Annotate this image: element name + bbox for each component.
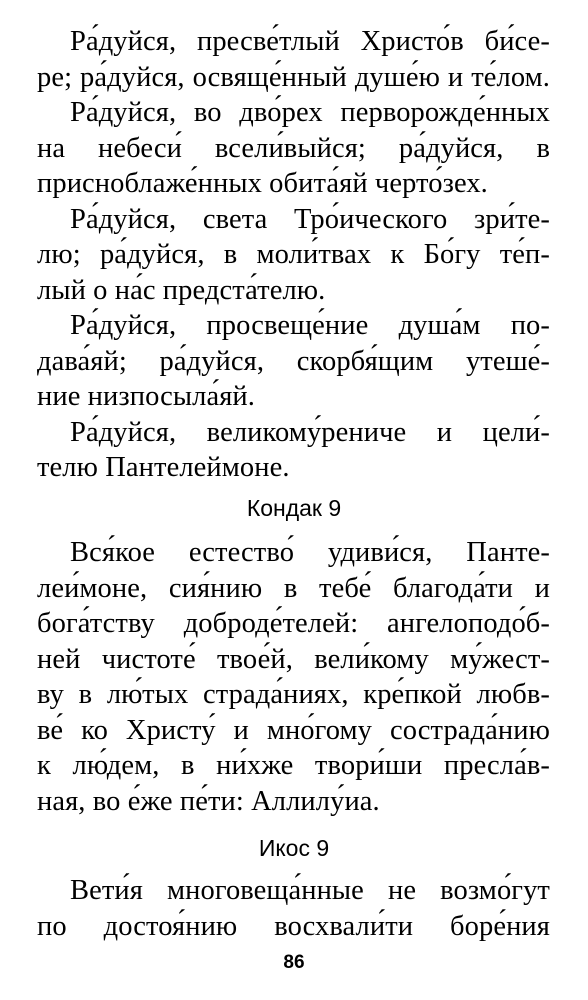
text-line: Ра́дуйся, великому́рениче и цели́- — [70, 416, 550, 448]
text-line: к лю́дем, в ни́хже твори́ши пресла́в- — [37, 750, 550, 781]
ikos-9-heading: Икос 9 — [258, 835, 330, 861]
text-line: бога́тству доброде́телей: ангелоподо́б- — [37, 608, 550, 639]
kondak-9-text — [37, 535, 550, 819]
text-line: Вся́кое естество́ удиви́ся, Панте- — [70, 537, 550, 568]
text-line: леи́моне, сия́нию в тебе́ благода́ти и — [37, 572, 550, 604]
ikos-9-text — [37, 873, 550, 944]
text-line: ние низпосыла́яй. — [37, 381, 256, 412]
page-number: 86 — [283, 952, 305, 973]
text-line: лый о на́с предста́телю. — [37, 274, 326, 306]
text-line: ная, во е́же пе́ти: Аллилу́иа. — [37, 785, 380, 817]
kondak-9-heading: Кондак 9 — [246, 495, 342, 521]
text-line: на небеси́ всели́выйся; ра́дуйся, в — [37, 132, 550, 164]
text-line: Вети́я многовеща́нные не возмо́гут — [70, 875, 550, 906]
text-line: ву в лю́тых страда́ниях, кре́пкой любв- — [37, 679, 550, 710]
text-line: лю; ра́дуйся, в моли́твах к Бо́гу те́п- — [37, 239, 550, 270]
text-line: присноблаже́нных обита́яй черто́зех. — [37, 168, 488, 199]
text-line: дава́яй; ра́дуйся, скорбя́щим утеше́- — [37, 345, 550, 377]
ikos-continuation-text — [37, 24, 550, 486]
text-line: по достоя́нию восхвали́ти боре́ния — [37, 910, 550, 942]
text-line: Ра́дуйся, просвеще́ние душа́м по- — [70, 310, 550, 341]
text-line: Ра́дуйся, во дво́рех перворожде́нных — [70, 97, 550, 128]
text-line: ве́ ко Христу́ и мно́гому сострада́нию — [37, 714, 550, 746]
text-line: телю Пантелеймоне. — [37, 452, 290, 483]
text-line: Ра́дуйся, пресве́тлый Христо́в би́се- — [70, 26, 550, 57]
text-line: ре; ра́дуйся, освяще́нный душе́ю и те́лом. — [37, 61, 550, 93]
text-line: ней чистоте́ твое́й, вели́кому му́жест- — [37, 643, 550, 675]
text-line: Ра́дуйся, света Тро́ического зри́те- — [70, 203, 550, 235]
